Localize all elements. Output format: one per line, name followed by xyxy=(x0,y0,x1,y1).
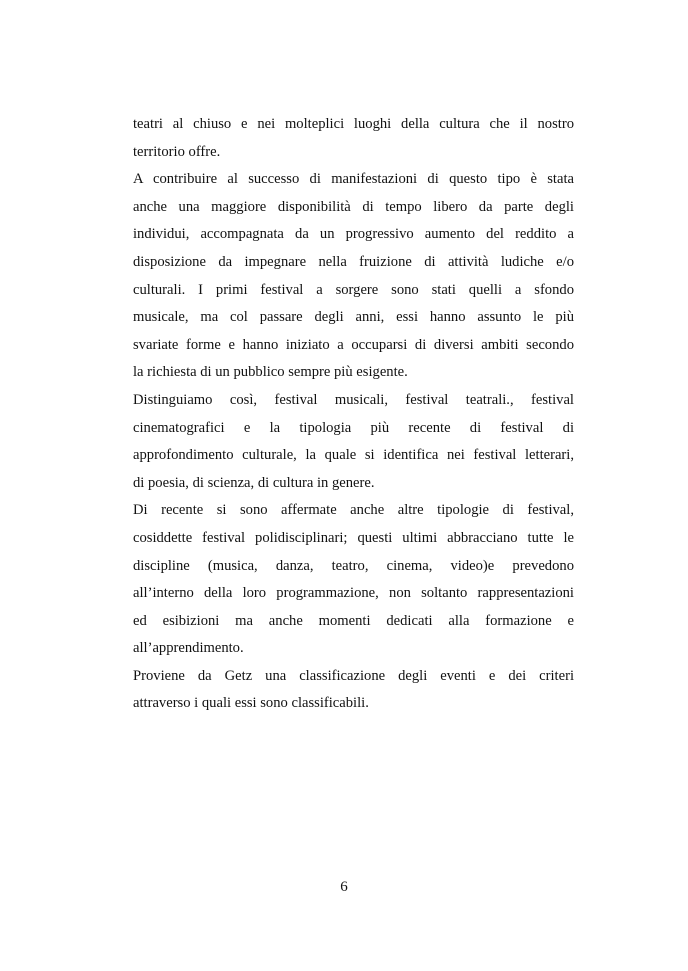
text-line: Proviene da Getz una classificazione degli eventi e dei criteri xyxy=(133,667,574,684)
body-text xyxy=(133,111,574,718)
text-line: disposizione da impegnare nella fruizione di attività ludiche e/o xyxy=(133,253,574,270)
text-line: teatri al chiuso e nei molteplici luoghi della cultura che il nostro xyxy=(133,116,574,132)
text-line: all’apprendimento. xyxy=(133,640,244,657)
text-line: individui, accompagnata da un progressivo aumento del reddito a xyxy=(133,226,574,243)
text-line: di poesia, di scienza, di cultura in genere. xyxy=(133,474,375,491)
text-line: musicale, ma col passare degli anni, essi hanno assunto le più xyxy=(133,309,574,326)
text-line: cosiddette festival polidisciplinari; questi ultimi abbracciano tutte le xyxy=(133,529,574,546)
text-line: attraverso i quali essi sono classificabili. xyxy=(133,695,369,712)
text-line: territorio offre. xyxy=(133,143,221,160)
text-line: A contribuire al successo di manifestazioni di questo tipo è stata xyxy=(133,171,574,188)
text-line: culturali. I primi festival a sorgere sono stati quelli a sfondo xyxy=(133,281,574,298)
text-line: Di recente si sono affermate anche altre tipologie di festival, xyxy=(133,502,574,519)
text-line: approfondimento culturale, la quale si identifica nei festival letterari, xyxy=(133,447,574,464)
text-line: svariate forme e hanno iniziato a occuparsi di diversi ambiti secondo xyxy=(133,336,574,353)
text-line: la richiesta di un pubblico sempre più esigente. xyxy=(133,364,408,381)
text-line: discipline (musica, danza, teatro, cinema, video)e prevedono xyxy=(133,557,574,574)
text-line: Distinguiamo così, festival musicali, festival teatrali., festival xyxy=(133,391,574,408)
text-line: anche una maggiore disponibilità di tempo libero da parte degli xyxy=(133,198,574,215)
page-number: 6 xyxy=(340,879,348,895)
text-line: all’interno della loro programmazione, non soltanto rappresentazioni xyxy=(133,585,574,602)
text-line: ed esibizioni ma anche momenti dedicati alla formazione e xyxy=(133,612,574,629)
text-line: cinematografici e la tipologia più recente di festival di xyxy=(133,419,574,436)
